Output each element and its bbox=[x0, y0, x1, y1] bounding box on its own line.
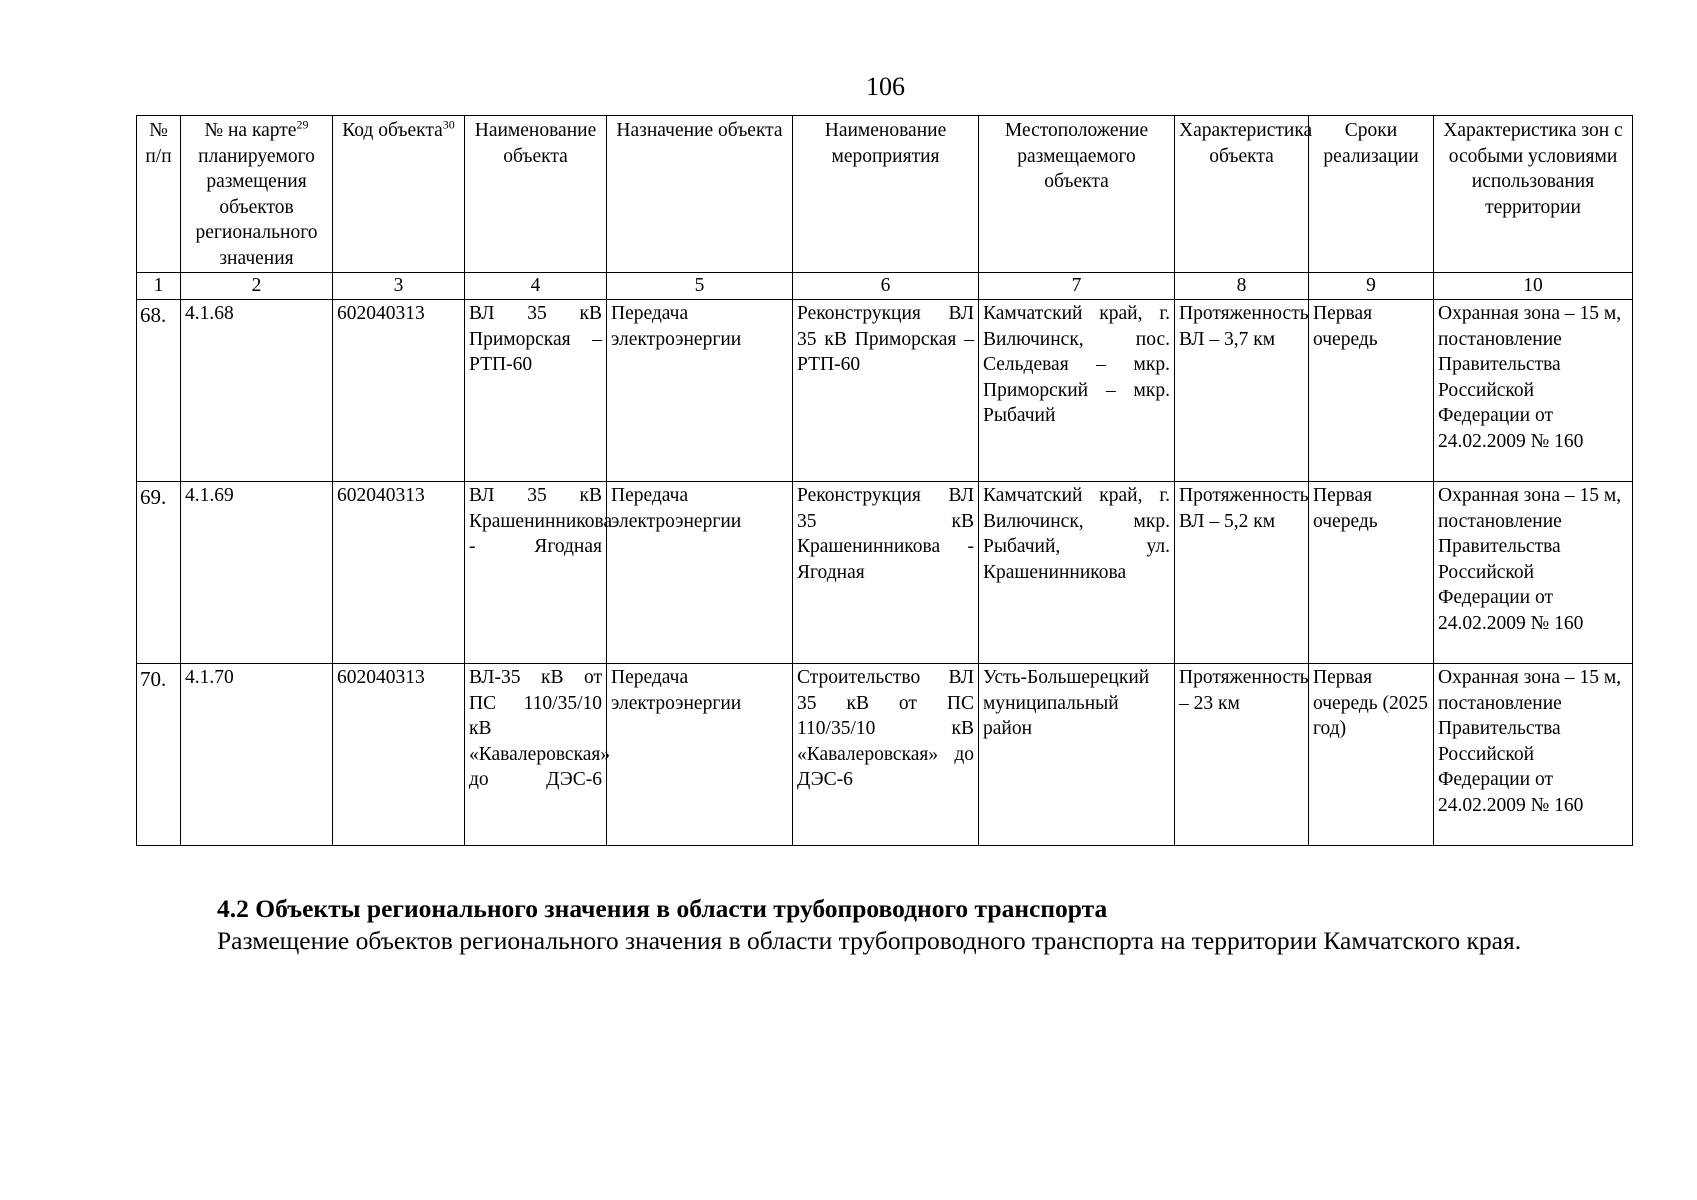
table-row bbox=[137, 482, 1633, 664]
column-number: 3 bbox=[333, 273, 465, 300]
header-characteristic: Характеристика объекта bbox=[1175, 116, 1309, 273]
table-row bbox=[137, 300, 1633, 482]
header-measure: Наименование мероприятия bbox=[793, 116, 979, 273]
row-num: 69. bbox=[137, 482, 181, 664]
footnote-30: 30 bbox=[442, 117, 455, 132]
row-code: 602040313 bbox=[333, 482, 465, 664]
row-terms: Первая очередь bbox=[1309, 300, 1434, 482]
row-object-name: ВЛ-35 кВ от ПС 110/35/10 кВ «Кавалеровская» до ДЭС-6 bbox=[465, 664, 607, 846]
row-measure: Реконструкция ВЛ 35 кВ Крашенинникова - Ягодная bbox=[793, 482, 979, 664]
section-heading: 4.2 Объекты регионального значения в области трубопроводного транспорта bbox=[217, 894, 1108, 923]
page-number: 106 bbox=[866, 72, 905, 101]
table-header-row bbox=[137, 116, 1633, 273]
column-number: 5 bbox=[607, 273, 793, 300]
section-paragraph: Размещение объектов регионального значения в области трубопроводного транспорта на территории Камчатского края. bbox=[217, 926, 1522, 955]
row-object-name: ВЛ 35 кВ Крашенинникова - Ягодная bbox=[465, 482, 607, 664]
row-location: Камчатский край, г. Вилючинск, мкр. Рыбачий, ул. Крашенинникова bbox=[979, 482, 1175, 664]
row-measure: Строительство ВЛ 35 кВ от ПС 110/35/10 кВ «Кавалеровская» до ДЭС-6 bbox=[793, 664, 979, 846]
objects-table bbox=[136, 115, 1633, 846]
row-zones: Охранная зона – 15 м, постановление Правительства Российской Федерации от 24.02.2009 № 160 bbox=[1434, 664, 1633, 846]
row-terms: Первая очередь bbox=[1309, 482, 1434, 664]
header-location: Местоположение размещаемого объекта bbox=[979, 116, 1175, 273]
header-code-label: Код объекта bbox=[342, 120, 443, 141]
row-purpose: Передача электроэнергии bbox=[607, 300, 793, 482]
row-code: 602040313 bbox=[333, 664, 465, 846]
row-purpose: Передача электроэнергии bbox=[607, 482, 793, 664]
row-location: Усть-Большерецкий муниципальный район bbox=[979, 664, 1175, 846]
header-map-no bbox=[181, 116, 333, 273]
header-purpose: Назначение объекта bbox=[607, 116, 793, 273]
row-code: 602040313 bbox=[333, 300, 465, 482]
row-measure: Реконструкция ВЛ 35 кВ Приморская – РТП-60 bbox=[793, 300, 979, 482]
column-number: 9 bbox=[1309, 273, 1434, 300]
column-number: 4 bbox=[465, 273, 607, 300]
footnote-29: 29 bbox=[296, 117, 309, 132]
header-code bbox=[333, 116, 465, 273]
row-zones: Охранная зона – 15 м, постановление Правительства Российской Федерации от 24.02.2009 № 160 bbox=[1434, 482, 1633, 664]
row-characteristic: Протяженность – 23 км bbox=[1175, 664, 1309, 846]
row-object-name: ВЛ 35 кВ Приморская – РТП-60 bbox=[465, 300, 607, 482]
row-terms: Первая очередь (2025 год) bbox=[1309, 664, 1434, 846]
table-row bbox=[137, 664, 1633, 846]
column-number: 1 bbox=[137, 273, 181, 300]
column-number: 2 bbox=[181, 273, 333, 300]
row-zones: Охранная зона – 15 м, постановление Правительства Российской Федерации от 24.02.2009 № 160 bbox=[1434, 300, 1633, 482]
column-number: 6 bbox=[793, 273, 979, 300]
row-num: 70. bbox=[137, 664, 181, 846]
row-map-no: 4.1.69 bbox=[181, 482, 333, 664]
row-map-no: 4.1.68 bbox=[181, 300, 333, 482]
column-number: 7 bbox=[979, 273, 1175, 300]
header-zones: Характеристика зон с особыми условиями использования территории bbox=[1434, 116, 1633, 273]
row-map-no: 4.1.70 bbox=[181, 664, 333, 846]
row-location: Камчатский край, г. Вилючинск, пос. Сельдевая – мкр. Приморский – мкр. Рыбачий bbox=[979, 300, 1175, 482]
column-number-row bbox=[137, 273, 1633, 300]
header-terms: Сроки реализации bbox=[1309, 116, 1434, 273]
header-map-no-rest: планируемого размещения объектов регионального значения bbox=[195, 145, 318, 269]
header-name: Наименование объекта bbox=[465, 116, 607, 273]
column-number: 8 bbox=[1175, 273, 1309, 300]
header-num: № п/п bbox=[137, 116, 181, 273]
header-map-no-label: № на карте bbox=[204, 120, 297, 141]
row-characteristic: Протяженность ВЛ – 5,2 км bbox=[1175, 482, 1309, 664]
row-characteristic: Протяженность ВЛ – 3,7 км bbox=[1175, 300, 1309, 482]
row-purpose: Передача электроэнергии bbox=[607, 664, 793, 846]
column-number: 10 bbox=[1434, 273, 1633, 300]
row-num: 68. bbox=[137, 300, 181, 482]
